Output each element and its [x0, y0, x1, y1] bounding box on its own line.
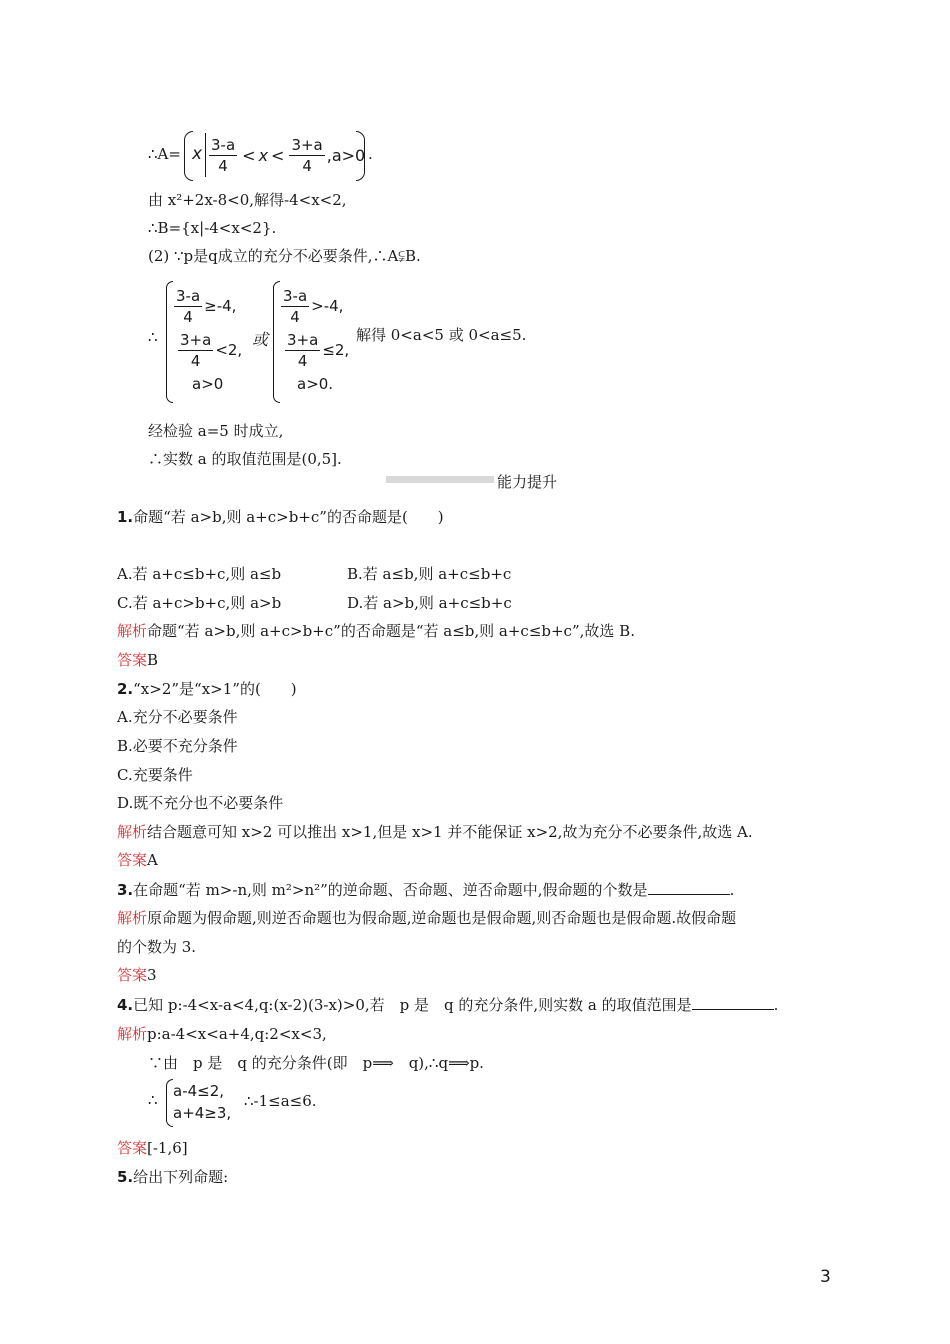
question-text: 命题“若 a>b,则 a+c>b+c”的否命题是( )	[133, 508, 444, 526]
q4-system-row2: a+4≥3,	[173, 1104, 232, 1122]
analysis-label: 解析	[117, 1025, 148, 1043]
q4-system-brace	[166, 1079, 173, 1127]
system2-row1	[279, 284, 349, 328]
q5-stem	[117, 1167, 228, 1187]
q1-analysis	[117, 621, 635, 641]
answer-value: 3	[147, 966, 157, 984]
system1-row1	[172, 284, 242, 328]
q4-system-result: ∴-1≤a≤6.	[244, 1092, 317, 1110]
set-b-solve-line: 由 x²+2x-8<0,解得-4<x<2,	[148, 191, 347, 209]
q4-system-row1: a-4≤2,	[173, 1082, 225, 1100]
fraction-3-minus-a	[209, 135, 237, 176]
system1-row3: a>0	[192, 375, 224, 393]
analysis-label: 解析	[117, 622, 148, 640]
answer-blank	[648, 880, 730, 895]
question-text: 在命题“若 m>-n,则 m²>n²”的逆命题、否命题、逆否命题中,假命题的个数是	[133, 881, 648, 899]
fraction-numerator: 3-a	[176, 286, 201, 305]
q2-answer	[117, 850, 158, 870]
q3-analysis-cont: 的个数为 3.	[117, 938, 197, 956]
analysis-text: p:a-4<x<a+4,q:2<x<3,	[147, 1025, 327, 1043]
fraction-numerator: 3-a	[283, 286, 308, 305]
question-number: 2.	[117, 680, 134, 698]
section-divider-bar	[386, 476, 494, 483]
question-number: 5.	[117, 1168, 134, 1186]
var-x: x	[258, 145, 269, 165]
system-solution: 解得 0<a<5 或 0<a≤5.	[356, 326, 527, 344]
less-than-sign: <	[242, 145, 256, 165]
question-text: 给出下列命题:	[133, 1168, 229, 1186]
q4-analysis-step: ∵由 p 是 q 的充分条件(即 p⟹ q),∴q⟹p.	[148, 1054, 484, 1072]
set-var-x: x	[192, 144, 203, 164]
system1	[172, 284, 242, 396]
question-text: 已知 p:-4<x-a<4,q:(x-2)(3-x)>0,若 p 是 q 的充分条件,则实数 a 的取值范围是	[133, 996, 692, 1014]
condition-a-positive: ,a>0	[326, 145, 366, 165]
system1-row2	[176, 328, 242, 372]
fraction-numerator: 3+a	[287, 330, 319, 349]
relation: ≤2,	[322, 341, 350, 359]
q3-answer	[117, 965, 157, 985]
fraction-3-plus-a	[289, 135, 324, 176]
fraction-denominator: 4	[190, 351, 201, 370]
q2-stem	[117, 679, 297, 699]
q3-analysis	[117, 908, 736, 928]
answer-blank	[692, 995, 774, 1010]
answer-value: A	[147, 851, 158, 869]
or-word: 或	[252, 330, 269, 349]
answer-label: 答案	[117, 966, 148, 984]
section-title: 能力提升	[497, 473, 558, 491]
q3-stem	[117, 880, 734, 900]
q2-option-a: A.充分不必要条件	[117, 708, 238, 726]
set-b-definition: ∴B={x|-4<x<2}.	[148, 219, 277, 237]
question-number: 1.	[117, 508, 134, 526]
set-divider-bar	[205, 133, 206, 177]
q2-option-b: B.必要不充分条件	[117, 737, 238, 755]
q4-answer	[117, 1138, 188, 1158]
system2-row3: a>0.	[297, 375, 334, 393]
relation: <2,	[215, 341, 243, 359]
fraction-numerator: 3-a	[211, 135, 236, 154]
answer-value: [-1,6]	[147, 1139, 188, 1157]
period: .	[368, 145, 373, 163]
relation: >-4,	[311, 297, 344, 315]
answer-label: 答案	[117, 851, 148, 869]
analysis-text: 命题“若 a>b,则 a+c>b+c”的否命题是“若 a≤b,则 a+c≤b+c”,故选 B.	[147, 622, 635, 640]
q1-option-c: C.若 a+c>b+c,则 a>b	[117, 594, 282, 612]
q2-analysis	[117, 822, 753, 842]
q4-stem	[117, 995, 778, 1015]
fraction-denominator: 4	[183, 307, 193, 326]
q1-option-b: B.若 a≤b,则 a+c≤b+c	[347, 565, 512, 583]
q1-option-a: A.若 a+c≤b+c,则 a≤b	[117, 565, 282, 583]
analysis-text: 原命题为假命题,则逆否命题也为假命题,逆命题也是假命题,则否命题也是假命题.故假命题	[147, 909, 737, 927]
q4-system-rows	[173, 1080, 231, 1124]
therefore-symbol: ∴	[148, 1091, 158, 1109]
question-text: “x>2”是“x>1”的( )	[133, 680, 297, 698]
question-number: 3.	[117, 881, 134, 899]
fraction-numerator: 3+a	[180, 330, 212, 349]
verification-line: 经检验 a=5 时成立,	[148, 422, 284, 440]
q4-analysis	[117, 1024, 327, 1044]
fraction-denominator: 4	[290, 307, 300, 326]
q1-answer	[117, 650, 158, 670]
answer-value: B	[147, 651, 159, 669]
fraction-denominator: 4	[297, 351, 308, 370]
q1-option-d: D.若 a>b,则 a+c≤b+c	[347, 594, 512, 612]
therefore-symbol: ∴	[148, 328, 158, 346]
set-a-prefix: ∴A=	[148, 145, 181, 163]
fraction-numerator: 3+a	[291, 135, 323, 154]
system2	[279, 284, 349, 396]
conclusion-line: ∴实数 a 的取值范围是(0,5].	[148, 450, 342, 468]
set-right-brace	[356, 131, 365, 181]
q2-option-c: C.充要条件	[117, 766, 193, 784]
fraction-denominator: 4	[218, 156, 228, 175]
fraction-denominator: 4	[302, 156, 312, 175]
less-than-sign: <	[271, 145, 285, 165]
q2-option-d: D.既不充分也不必要条件	[117, 794, 284, 812]
analysis-label: 解析	[117, 909, 148, 927]
part2-statement: (2) ∵p是q成立的充分不必要条件,∴A⫋B.	[148, 247, 421, 265]
period: .	[729, 881, 735, 899]
answer-label: 答案	[117, 651, 148, 669]
page-number: 3	[820, 1267, 831, 1287]
system2-row2	[283, 328, 349, 372]
q1-stem	[117, 507, 444, 527]
analysis-text: 结合题意可知 x>2 可以推出 x>1,但是 x>1 并不能保证 x>2,故为充分不必要条件,故选 A.	[147, 823, 753, 841]
question-number: 4.	[117, 996, 134, 1014]
analysis-label: 解析	[117, 823, 148, 841]
answer-label: 答案	[117, 1139, 148, 1157]
set-condition	[207, 133, 365, 177]
relation: ≥-4,	[204, 297, 237, 315]
period: .	[773, 996, 779, 1014]
